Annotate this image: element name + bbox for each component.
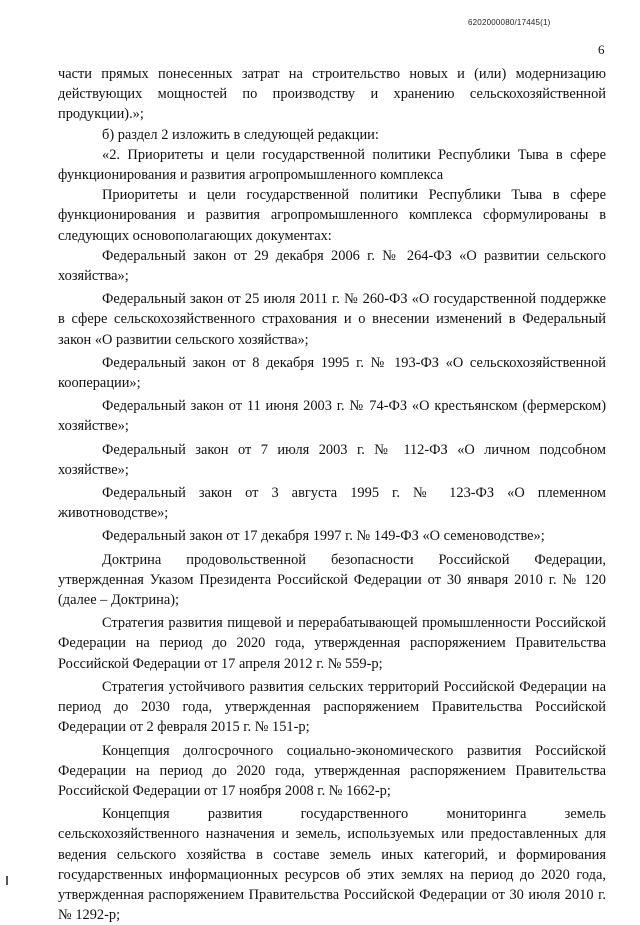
document-id: 6202000080/17445(1) (468, 18, 551, 27)
list-item-document: Доктрина продовольственной безопасности Российской Федерации, утвержденная Указом Президента Российской Федерации от 30 января 2010 г. № 120 (далее – Доктрина); (58, 551, 606, 609)
paragraph-continuation: части прямых понесенных затрат на строительство новых и (или) модернизацию действующих мощностей по производству и хранению сельскохозяйственной продукции).»; (58, 66, 606, 123)
list-item-document: Федеральный закон от 7 июля 2003 г. № 112-ФЗ «О личном подсобном хозяйстве»; (58, 441, 606, 478)
scan-edge-mark (6, 876, 8, 885)
list-item-document: Федеральный закон от 25 июля 2011 г. № 260-ФЗ «О государственной поддержке в сфере сельскохозяйственного страхования и о внесении изменений в Федеральный закон «О развитии сельского хозяйства»; (58, 291, 606, 348)
document-body (58, 64, 606, 925)
list-item-document: Федеральный закон от 11 июня 2003 г. № 74-ФЗ «О крестьянском (фермерском) хозяйстве»; (58, 398, 606, 435)
list-item-document: Федеральный закон от 8 декабря 1995 г. № 193-ФЗ «О сельскохозяйственной кооперации»; (58, 354, 606, 392)
list-item-document: Стратегия развития пищевой и перерабатывающей промышленности Российской Федерации на период до 2020 года, утвержденная распоряжением Правительства Российской Федерации от 17 апреля 2012 г. № 559-р; (58, 615, 606, 672)
list-item-document: Федеральный закон от 17 декабря 1997 г. № 149-ФЗ «О семеноводстве»; (102, 528, 545, 545)
list-item-document: Федеральный закон от 3 августа 1995 г. № 123-ФЗ «О племенном животноводстве»; (58, 485, 606, 522)
section-heading: «2. Приоритеты и цели государственной политики Республики Тыва в сфере функционирования и развития агропромышленного комплекса (58, 146, 606, 184)
paragraph-instruction: б) раздел 2 изложить в следующей редакции: (102, 126, 379, 143)
list-item-document: Стратегия устойчивого развития сельских территорий Российской Федерации на период до 2030 года, утвержденная распоряжением Правительства Российской Федерации от 2 февраля 2015 г. № 151-р; (58, 678, 606, 736)
list-item-document: Концепция долгосрочного социально-экономического развития Российской Федерации на период до 2020 года, утвержденная распоряжением Правительства Российской Федерации от 17 ноября 2008 г. № 1662-р; (58, 742, 606, 799)
list-item-document: Концепция развития государственного мониторинга земель сельскохозяйственного назначения и земель, используемых или предоставленных для ведения сельского хозяйства в составе земель иных категорий, и формирования государственных информационных ресурсов об этих землях на период до 2020 года, утвержденная распоряжением Правительства Российской Федерации от 30 июля 2010 г. № 1292-р; (58, 806, 606, 924)
list-item-document: Федеральный закон от 29 декабря 2006 г. № 264-ФЗ «О развитии сельского хозяйства»; (58, 247, 606, 285)
page-number: 6 (598, 42, 605, 57)
paragraph-intro: Приоритеты и цели государственной политики Республики Тыва в сфере функционирования и развития агропромышленного комплекса сформулированы в следующих основополагающих документах: (58, 187, 606, 244)
